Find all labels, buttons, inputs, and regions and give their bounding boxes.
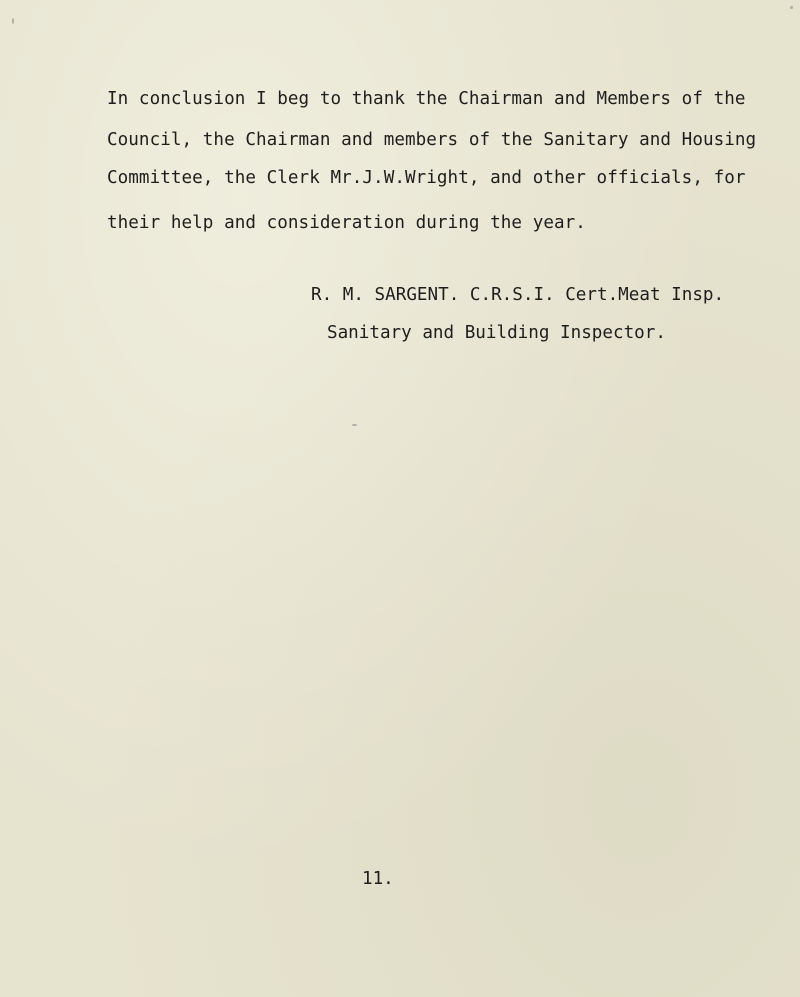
signature-name: R. M. SARGENT. C.R.S.I. Cert.Meat Insp. [311,285,725,305]
paper-speck [12,18,14,24]
paragraph-line-1: In conclusion I beg to thank the Chairman and Members of the [107,89,746,109]
signature-title: Sanitary and Building Inspector. [327,323,666,343]
paragraph-line-3: Committee, the Clerk Mr.J.W.Wright, and other officials, for [107,168,746,188]
paragraph-line-4: their help and consideration during the year. [107,213,586,233]
paper-speck [790,6,793,9]
paper-speck [352,424,357,426]
page-number: 11. [362,869,394,889]
paragraph-line-2: Council, the Chairman and members of the Sanitary and Housing [107,130,757,150]
